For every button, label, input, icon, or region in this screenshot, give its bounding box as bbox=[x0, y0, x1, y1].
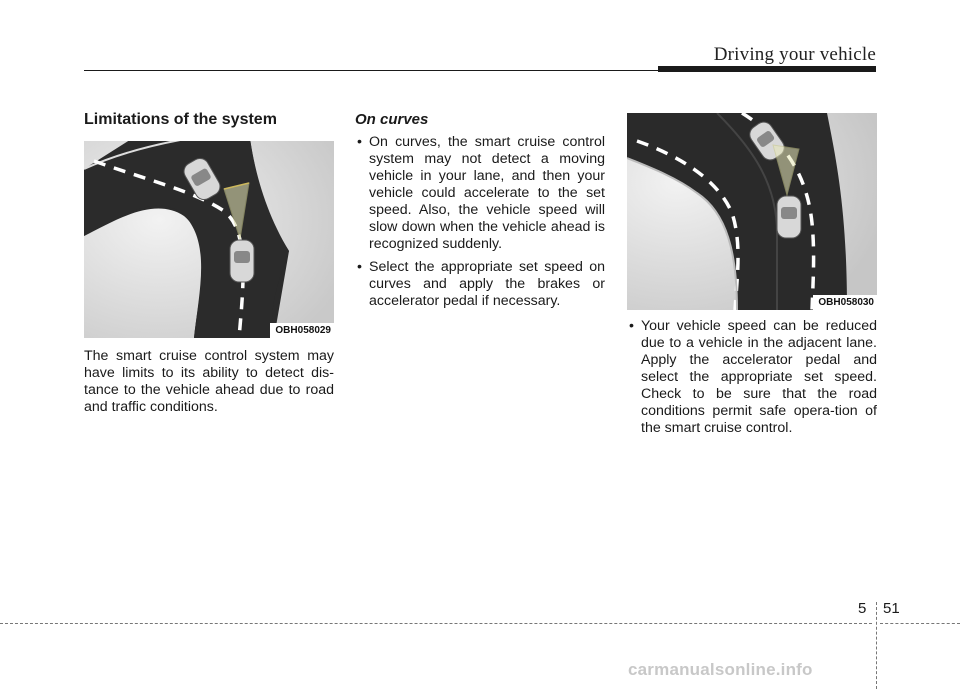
section-heading: Limitations of the system bbox=[84, 111, 277, 128]
watermark: carmanualsonline.info bbox=[628, 660, 813, 679]
column-1 bbox=[84, 110, 334, 416]
bullet-list bbox=[627, 318, 877, 437]
column-3 bbox=[627, 113, 877, 443]
footer-rule bbox=[880, 623, 960, 624]
body-paragraph: The smart cruise control system may have limits to its ability to detect dis-tance to the vehicle ahead due to road and traffic conditions. bbox=[84, 348, 334, 415]
list-item bbox=[355, 134, 605, 253]
figure-adjacent-lane-illustration bbox=[627, 113, 877, 310]
bullet-list bbox=[355, 134, 605, 310]
footer-rule bbox=[0, 623, 872, 624]
figure-caption: OBH058030 bbox=[813, 295, 877, 310]
footer-divider bbox=[876, 602, 877, 689]
adjacent-lane-illustration bbox=[627, 113, 877, 310]
bullet-icon: • bbox=[357, 134, 362, 150]
list-item bbox=[627, 318, 877, 437]
list-item-text: On curves, the smart cruise control system may not detect a moving vehicle in your lane, and then your vehicle could accelerate to the set speed. Also, the vehicle speed will slow down when the vehicle ahead is recognized suddenly. bbox=[369, 134, 605, 252]
header-rule bbox=[84, 70, 658, 71]
bullet-icon: • bbox=[629, 318, 634, 334]
list-item-text: Select the appropriate set speed on curves and apply the brakes or accelerator pedal if necessary. bbox=[369, 259, 605, 309]
column-2 bbox=[355, 110, 605, 316]
subsection-heading: On curves bbox=[355, 111, 429, 128]
figure-curve-illustration bbox=[84, 141, 334, 338]
curve-road-illustration bbox=[84, 141, 334, 338]
header-rule-bold bbox=[658, 66, 876, 72]
list-item bbox=[355, 259, 605, 310]
bullet-icon: • bbox=[357, 259, 362, 275]
section-title: Driving your vehicle bbox=[713, 44, 876, 65]
page-number: 51 bbox=[883, 600, 900, 617]
chapter-number: 5 bbox=[858, 600, 867, 617]
list-item-text: Your vehicle speed can be reduced due to a vehicle in the adjacent lane. Apply the accelerator pedal and select the appropriate set speed. Check to be sure that the road conditions permit safe opera-tion of the smart cruise control. bbox=[641, 318, 877, 436]
figure-caption: OBH058029 bbox=[270, 323, 334, 338]
